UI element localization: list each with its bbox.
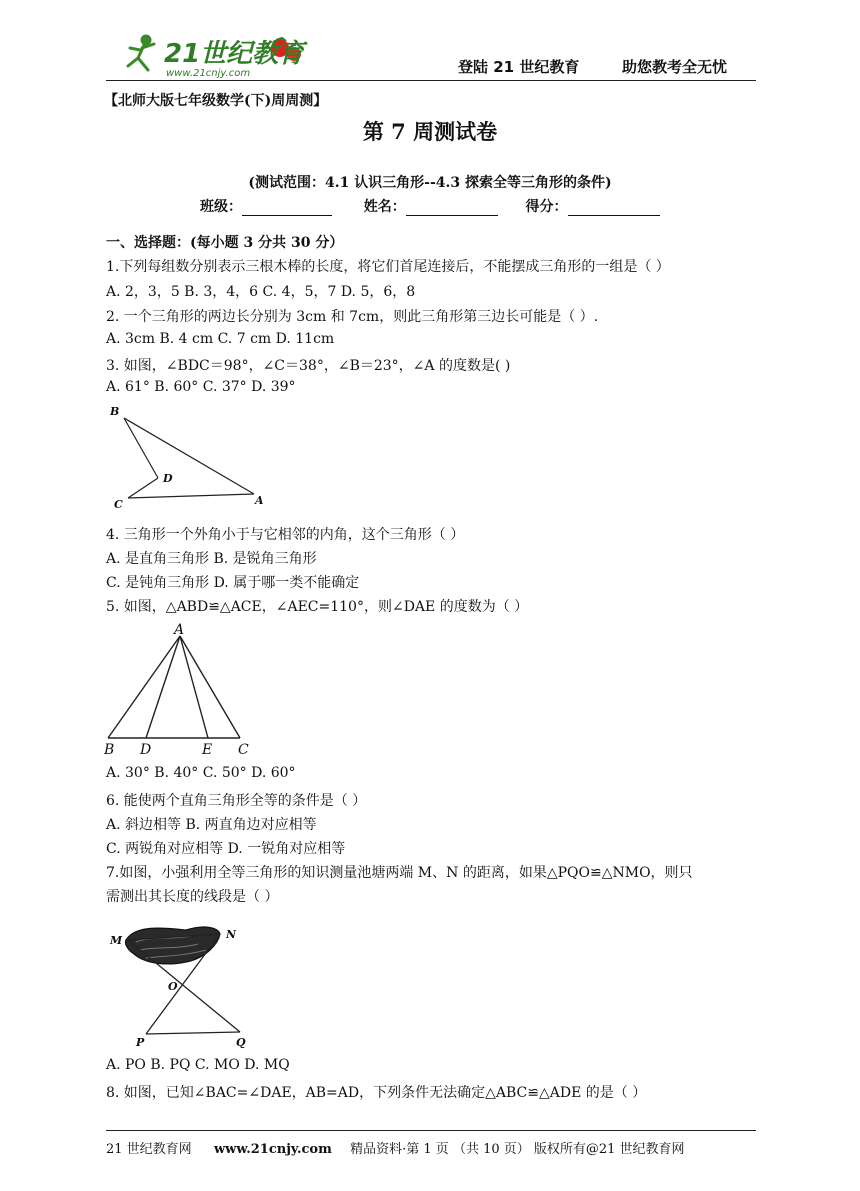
header-rule	[106, 80, 756, 81]
page-title: 第 7 周测试卷	[362, 119, 498, 144]
info-fields	[200, 196, 660, 216]
figure-q3	[106, 402, 276, 514]
question-4-options-ab: A. 是直角三角形 B. 是锐角三角形	[106, 551, 317, 567]
fig5-label-c: C	[238, 742, 249, 758]
figure-q7	[106, 914, 256, 1048]
question-3-options: A. 61° B. 60° C. 37° D. 39°	[106, 379, 296, 395]
footer-bar	[106, 1138, 685, 1157]
header-slogan-left: 登陆 21 世纪教育	[458, 58, 580, 76]
test-range: (测试范围：4.1 认识三角形--4.3 探索全等三角形的条件)	[248, 175, 612, 191]
class-label: 班级：	[200, 199, 242, 215]
question-5: 5. 如图，△ABD≌△ACE，∠AEC=110°，则∠DAE 的度数为（ ）	[106, 599, 529, 615]
question-7-options: A. PO B. PQ C. MO D. MQ	[106, 1057, 290, 1073]
question-6-options-ab: A. 斜边相等 B. 两直角边对应相等	[106, 817, 317, 833]
question-4: 4. 三角形一个外角小于与它相邻的内角，这个三角形（ ）	[106, 527, 465, 543]
question-7-line-2: 需测出其长度的线段是（ ）	[106, 889, 279, 905]
fig7-label-m: M	[110, 934, 123, 947]
fig5-label-d: D	[140, 742, 152, 758]
fig3-label-a: A	[255, 494, 264, 507]
question-2-options: A. 3cm B. 4 cm C. 7 cm D. 11cm	[106, 331, 335, 347]
fig3-label-c: C	[114, 498, 123, 511]
name-blank	[406, 201, 498, 216]
section-heading: 一、选择题：(每小题 3 分共 30 分）	[106, 235, 344, 251]
fig7-label-n: N	[226, 928, 237, 941]
question-6-options-cd: C. 两锐角对应相等 D. 一锐角对应相等	[106, 841, 346, 857]
question-3: 3. 如图，∠BDC＝98°，∠C＝38°，∠B＝23°，∠A 的度数是( )	[106, 358, 511, 374]
footer-site: 21 世纪教育网	[106, 1142, 192, 1157]
question-6: 6. 能使两个直角三角形全等的条件是（ ）	[106, 793, 367, 809]
question-4-options-cd: C. 是钝角三角形 D. 属于哪一类不能确定	[106, 575, 360, 591]
fig5-label-b: B	[104, 742, 115, 758]
fig5-label-e: E	[202, 742, 213, 758]
footer-url[interactable]: www.21cnjy.com	[213, 1142, 332, 1157]
question-1-options: A. 2，3，5 B. 3，4，6 C. 4，5，7 D. 5，6，8	[106, 284, 416, 300]
series-title: 【北师大版七年级数学(下)周周测】	[104, 93, 328, 109]
question-2: 2. 一个三角形的两边长分别为 3cm 和 7cm，则此三角形第三边长可能是（ ）.	[106, 309, 599, 325]
score-blank	[568, 201, 660, 216]
site-logo	[110, 30, 310, 80]
fig7-label-o: O	[168, 980, 178, 993]
fig7-label-q: Q	[236, 1036, 246, 1048]
question-1: 1.下列每组数分别表示三根木棒的长度，将它们首尾连接后，不能摆成三角形的一组是（ ）	[106, 259, 670, 275]
footer-info: 精品资料·第 1 页 （共 10 页） 版权所有@21 世纪教育网	[350, 1142, 685, 1157]
fig3-label-b: B	[110, 405, 120, 418]
fig5-label-a: A	[174, 622, 185, 638]
score-label: 得分：	[525, 199, 568, 215]
footer-rule	[106, 1130, 756, 1131]
question-5-options: A. 30° B. 40° C. 50° D. 60°	[106, 765, 296, 781]
name-label: 姓名：	[363, 199, 406, 215]
class-blank	[242, 201, 332, 216]
header-slogan-right: 助您教考全无忧	[622, 58, 728, 76]
logo-text: 21世纪教育	[164, 39, 305, 69]
question-7-line-1: 7.如图，小强利用全等三角形的知识测量池塘两端 M、N 的距离，如果△PQO≌△NMO，则只	[106, 865, 693, 881]
question-8: 8. 如图，已知∠BAC=∠DAE，AB=AD，下列条件无法确定△ABC≌△ADE 的是（ ）	[106, 1085, 647, 1101]
figure-q5	[104, 620, 264, 760]
logo-url: www.21cnjy.com	[166, 68, 251, 79]
fig3-label-d: D	[163, 472, 173, 485]
fig7-label-p: P	[136, 1036, 145, 1048]
